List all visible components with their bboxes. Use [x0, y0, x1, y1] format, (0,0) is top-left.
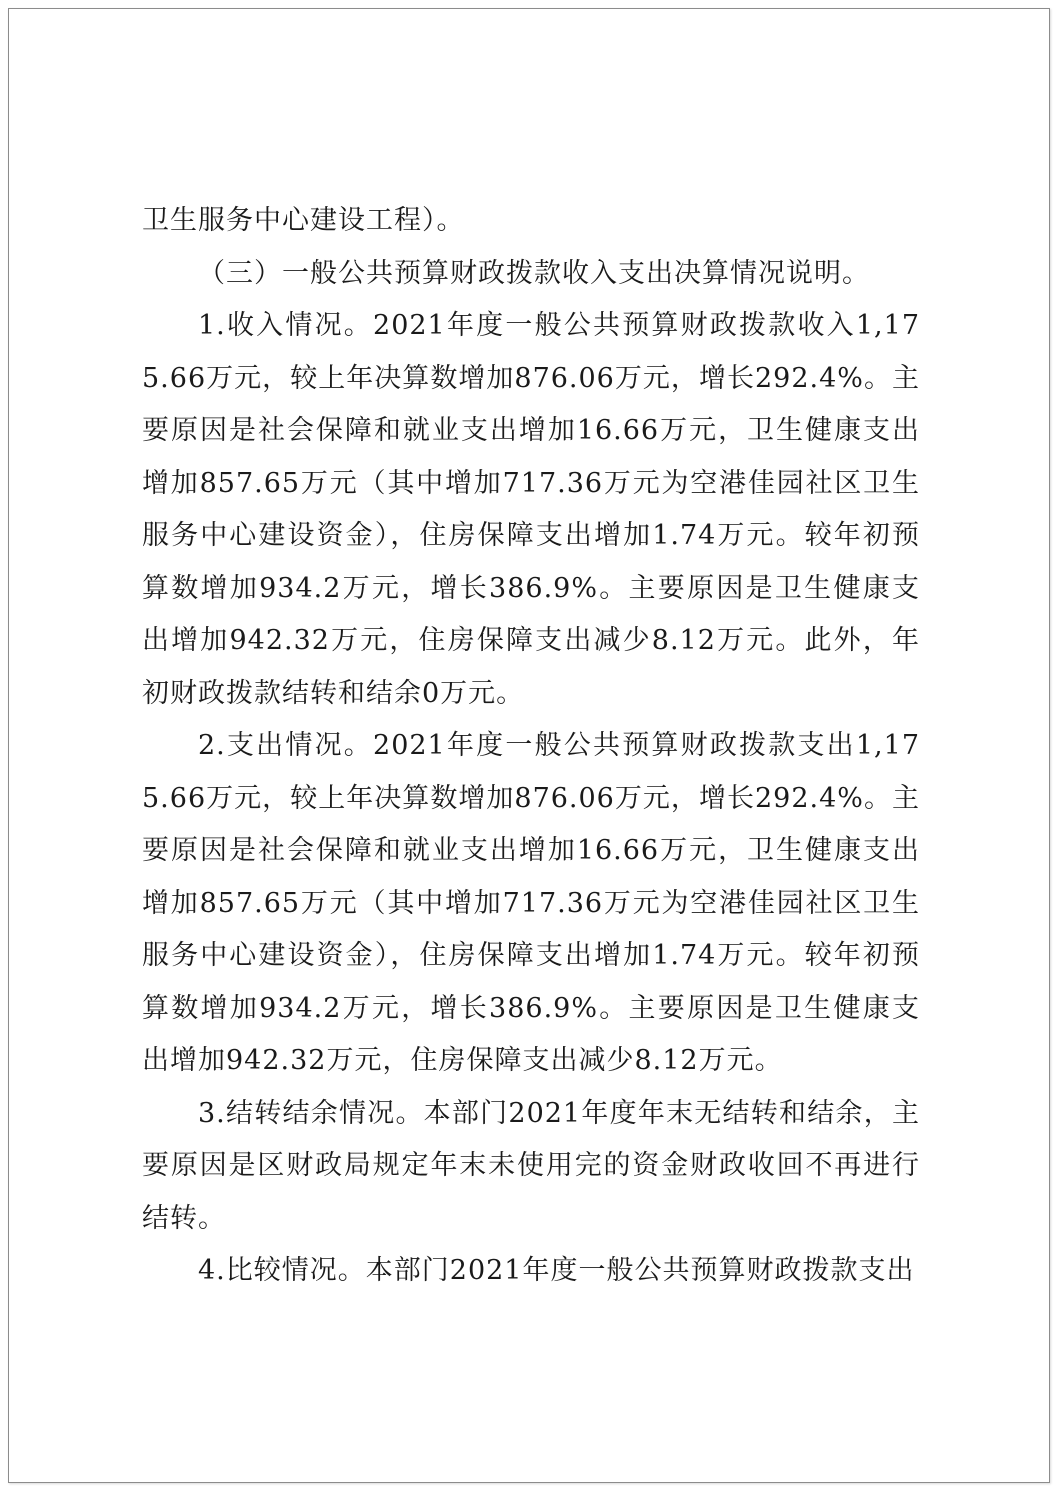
section-heading: （三）一般公共预算财政拨款收入支出决算情况说明。 — [198, 257, 870, 289]
paragraph-expenditure: 2.支出情况。2021年度一般公共预算财政拨款支出1,175.66万元，较上年决算数增加876.06万元，增长292.4%。主要原因是社会保障和就业支出增加16.66万元，卫生健康支出增加857.65万元（其中增加717.36万元为空港佳园社区卫生服务中心建设资金），住房保障支出增加1.74万元。较年初预算数增加934.2万元，增长386.9%。主要原因是卫生健康支出增加942.32万元，住房保障支出减少8.12万元。 — [142, 730, 920, 1076]
document-body — [142, 195, 920, 1298]
paragraph-income: 1.收入情况。2021年度一般公共预算财政拨款收入1,175.66万元，较上年决算数增加876.06万元，增长292.4%。主要原因是社会保障和就业支出增加16.66万元，卫生健康支出增加857.65万元（其中增加717.36万元为空港佳园社区卫生服务中心建设资金），住房保障支出增加1.74万元。较年初预算数增加934.2万元，增长386.9%。主要原因是卫生健康支出增加942.32万元，住房保障支出减少8.12万元。此外，年初财政拨款结转和结余0万元。 — [142, 310, 920, 709]
paragraph-comparison: 4.比较情况。本部门2021年度一般公共预算财政拨款支出 — [198, 1255, 915, 1286]
paragraph-continuation: 卫生服务中心建设工程）。 — [142, 205, 465, 236]
paragraph-carryover: 3.结转结余情况。本部门2021年度年末无结转和结余，主要原因是区财政局规定年末未使用完的资金财政收回不再进行结转。 — [142, 1097, 920, 1234]
